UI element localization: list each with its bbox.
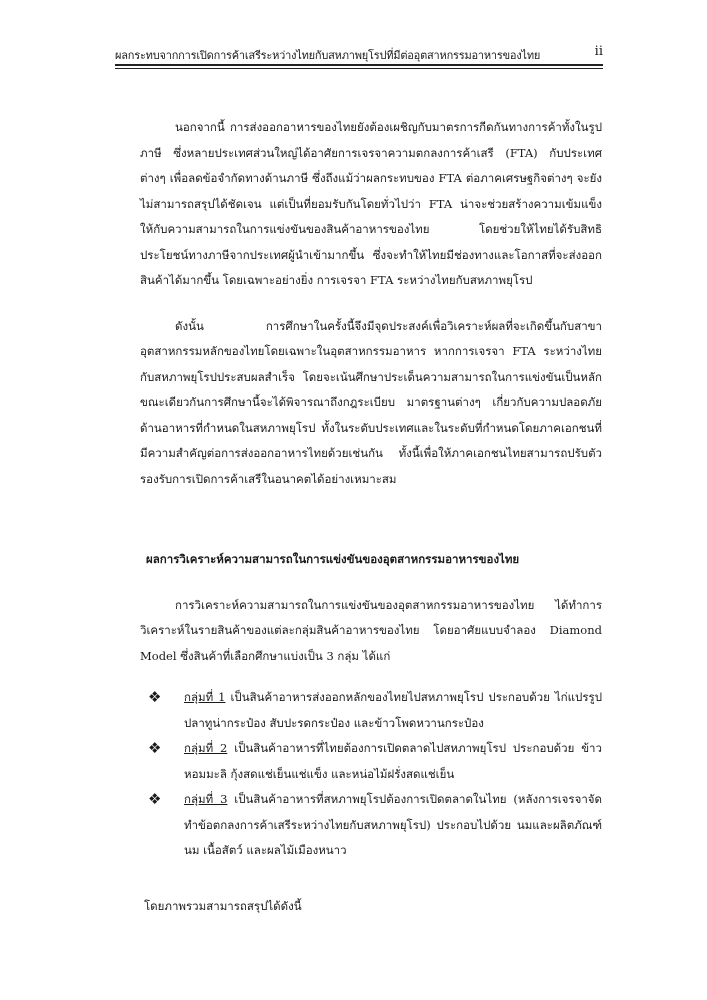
paragraph-summary-lead: โดยภาพรวมสามารถสรุปได้ดังนี้ <box>144 898 302 913</box>
header-rule-thin <box>115 68 603 69</box>
group-label: กลุ่มที่ 2 <box>184 741 228 755</box>
page-header <box>115 40 603 66</box>
list-item-group-3 <box>144 787 602 864</box>
four-diamond-bullet-icon: ❖ <box>148 688 162 706</box>
list-item-group-1 <box>144 685 602 736</box>
page-body <box>140 115 602 919</box>
paragraph-study-purpose: ดังนั้น การศึกษาในครั้งนี้จึงมีจุดประสงค์เพื่อวิเคราะห์ผลที่จะเกิดขึ้นกับสาขาอุตสาหกรรมหลักของไทยโดยเฉพาะในอุตสาหกรรมอาหาร หากการเจรจา FTA ระหว่างไทยกับสหภาพยุโรปประสบผลสำเร็จ โดยจะเน้นศึกษาประเด็นความสามารถในการแข่งขันเป็นหลัก ขณะเดียวกันการศึกษานี้จะได้พิจารณาถึงกฎระเบียบ มาตรฐานต่างๆ เกี่ยวกับความปลอดภัยด้านอาหารที่กำหนดในสหภาพยุโรป ทั้งในระดับประเทศและในระดับที่กำหนดโดยภาคเอกชนที่มีความสำคัญต่อการส่งออกอาหารไทยด้วยเช่นกัน ทั้งนี้เพื่อให้ภาคเอกชนไทยสามารถปรับตัวรองรับการเปิดการค้าเสรีในอนาคตได้อย่างเหมาะสม <box>140 318 602 486</box>
list-item-group-2 <box>144 736 602 787</box>
group-label: กลุ่มที่ 1 <box>184 690 226 704</box>
group-description: เป็นสินค้าอาหารที่สหภาพยุโรปต้องการเปิดตลาดในไทย (หลังการเจรจาจัดทำข้อตกลงการค้าเสรีระหว่างไทยกับสหภาพยุโรป) ประกอบไปด้วย นมและผลิตภัณฑ์นม เนื้อสัตว์ และผลไม้เมืองหนาว <box>184 792 602 857</box>
section-heading: ผลการวิเคราะห์ความสามารถในการแข่งขันของอุตสาหกรรมอาหารของไทย <box>146 552 520 566</box>
four-diamond-bullet-icon: ❖ <box>148 790 162 808</box>
paragraph-tariff-barriers: นอกจากนี้ การส่งออกอาหารของไทยยังต้องเผชิญกับมาตรการกีดกันทางการค้าทั้งในรูปภาษี ซึ่งหลายประเทศส่วนใหญ่ได้อาศัยการเจรจาความตกลงการค้าเสรี (FTA) กับประเทศต่างๆ เพื่อลดข้อจำกัดทางด้านภาษี ซึ่งถึงแม้ว่าผลกระทบของ FTA ต่อภาคเศรษฐกิจต่างๆ จะยังไม่สามารถสรุปได้ชัดเจน แต่เป็นที่ยอมรับกันโดยทั่วไปว่า FTA น่าจะช่วยสร้างความเข้มแข็งให้กับความสามารถในการแข่งขันของสินค้าอาหารของไทย โดยช่วยให้ไทยได้รับสิทธิประโยชน์ทางภาษีจากประเทศผู้นำเข้ามากขึ้น ซึ่งจะทำให้ไทยมีช่องทางและโอกาสที่จะส่งออกสินค้าได้มากขึ้น โดยเฉพาะอย่างยิ่ง การเจรจา FTA ระหว่างไทยกับสหภาพยุโรป <box>140 120 602 287</box>
group-description: เป็นสินค้าอาหารที่ไทยต้องการเปิดตลาดไปสหภาพยุโรป ประกอบด้วย ข้าวหอมมะลิ กุ้งสดแช่เย็นแช่แข็ง และหน่อไม้ฝรั่งสดแช่เย็น <box>184 741 602 781</box>
page-number: ii <box>594 44 603 59</box>
running-header-title: ผลกระทบจากการเปิดการค้าเสรีระหว่างไทยกับสหภาพยุโรปที่มีต่ออุตสาหกรรมอาหารของไทย <box>115 49 541 62</box>
header-rule <box>115 64 603 66</box>
paragraph-analysis-intro: การวิเคราะห์ความสามารถในการแข่งขันของอุตสาหกรรมอาหารของไทย ได้ทำการวิเคราะห์ในรายสินค้าของแต่ละกลุ่มสินค้าอาหารของไทย โดยอาศัยแบบจำลอง Diamond Model ซึ่งสินค้าที่เลือกศึกษาแบ่งเป็น 3 กลุ่ม ได้แก่ <box>140 597 602 663</box>
group-description: เป็นสินค้าอาหารส่งออกหลักของไทยไปสหภาพยุโรป ประกอบด้วย ไก่แปรรูป ปลาทูน่ากระป๋อง สับปะรดกระป๋อง และข้าวโพดหวานกระป๋อง <box>184 690 602 730</box>
product-group-list <box>140 685 602 864</box>
group-label: กลุ่มที่ 3 <box>184 792 228 806</box>
four-diamond-bullet-icon: ❖ <box>148 739 162 757</box>
